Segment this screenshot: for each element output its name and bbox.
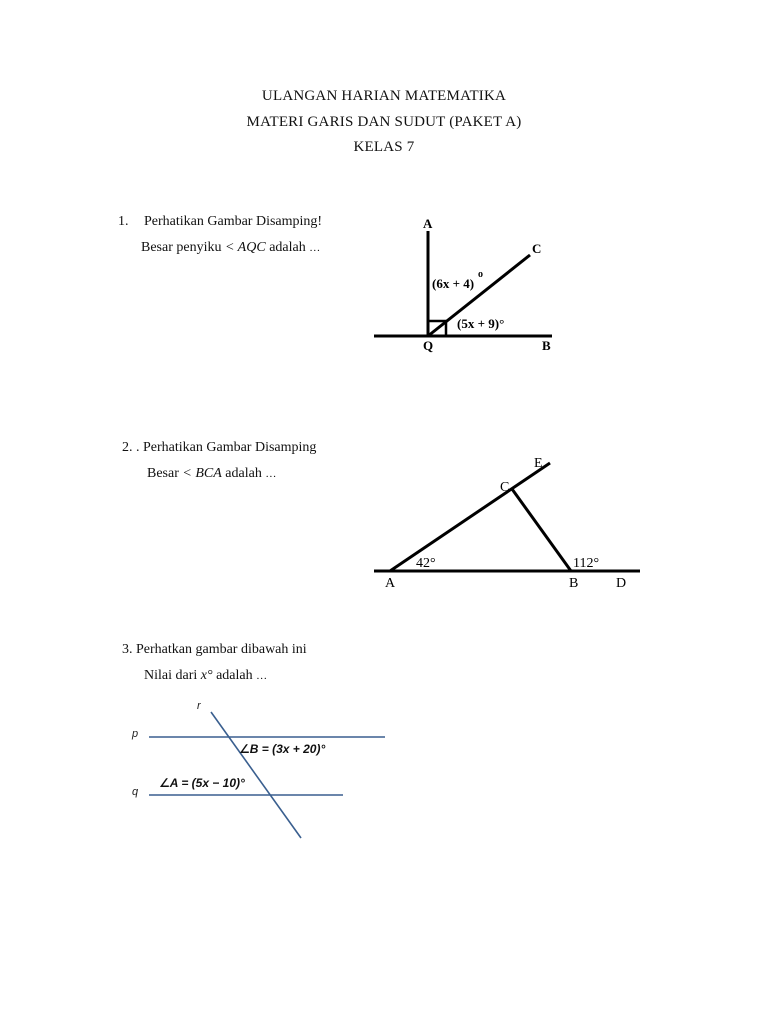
question-3-variable: x° <box>200 668 213 683</box>
label-c: C <box>500 480 510 495</box>
label-q: q <box>132 786 139 798</box>
page-title: ULANGAN HARIAN MATEMATIKA <box>261 88 507 104</box>
question-2-prefix: Besar <box>147 466 183 481</box>
question-1-diagram <box>360 205 560 365</box>
question-3-prefix: Nilai dari <box>144 668 201 683</box>
question-3-diagram <box>125 695 395 845</box>
label-a: A <box>423 216 433 231</box>
label-d: D <box>616 576 627 591</box>
label-b: B <box>542 338 551 353</box>
question-2-diagram <box>370 450 650 595</box>
angle-cqb-label: (5x + 9)° <box>457 316 505 331</box>
label-b: B <box>569 576 579 591</box>
label-c: C <box>532 241 542 256</box>
question-3-instruction: 3. Perhatkan gambar dibawah ini <box>122 642 307 657</box>
angle-aqc-degree: o <box>478 269 483 280</box>
angle-a-label: ∠A = (5x − 10)° <box>159 776 245 790</box>
page-subtitle: MATERI GARIS DAN SUDUT (PAKET A) <box>246 114 522 130</box>
question-3-suffix: adalah <box>212 668 253 683</box>
label-q: Q <box>423 338 434 353</box>
question-1-text <box>141 240 321 256</box>
question-1-angle: < AQC <box>224 240 266 255</box>
line-cb <box>512 489 571 571</box>
label-r: r <box>197 700 201 712</box>
angle-b-label: ∠B = (3x + 20)° <box>239 742 326 756</box>
label-p: p <box>132 728 139 740</box>
angle-aqc-label: (6x + 4) <box>432 276 475 291</box>
question-2-text <box>147 466 277 482</box>
line-ae <box>390 463 550 571</box>
question-1-prefix: Besar penyiku <box>141 240 225 255</box>
label-e: E <box>534 456 543 471</box>
angle-b-label: 112° <box>573 556 600 571</box>
question-1-suffix: adalah <box>265 240 306 255</box>
class-label: KELAS 7 <box>353 139 415 155</box>
angle-a-label: 42° <box>416 556 436 571</box>
question-2-dots: … <box>265 468 278 480</box>
question-1-number: 1. <box>118 214 129 229</box>
question-3-text <box>144 668 268 684</box>
label-a: A <box>385 576 396 591</box>
question-1-instruction: Perhatikan Gambar Disamping! <box>144 214 323 229</box>
line-r <box>211 712 301 838</box>
question-2-angle: < BCA <box>182 466 222 481</box>
question-2-suffix: adalah <box>221 466 262 481</box>
question-2-instruction: 2. . Perhatikan Gambar Disamping <box>122 440 317 455</box>
question-1-dots: … <box>309 242 322 254</box>
question-3-dots: … <box>256 670 269 682</box>
